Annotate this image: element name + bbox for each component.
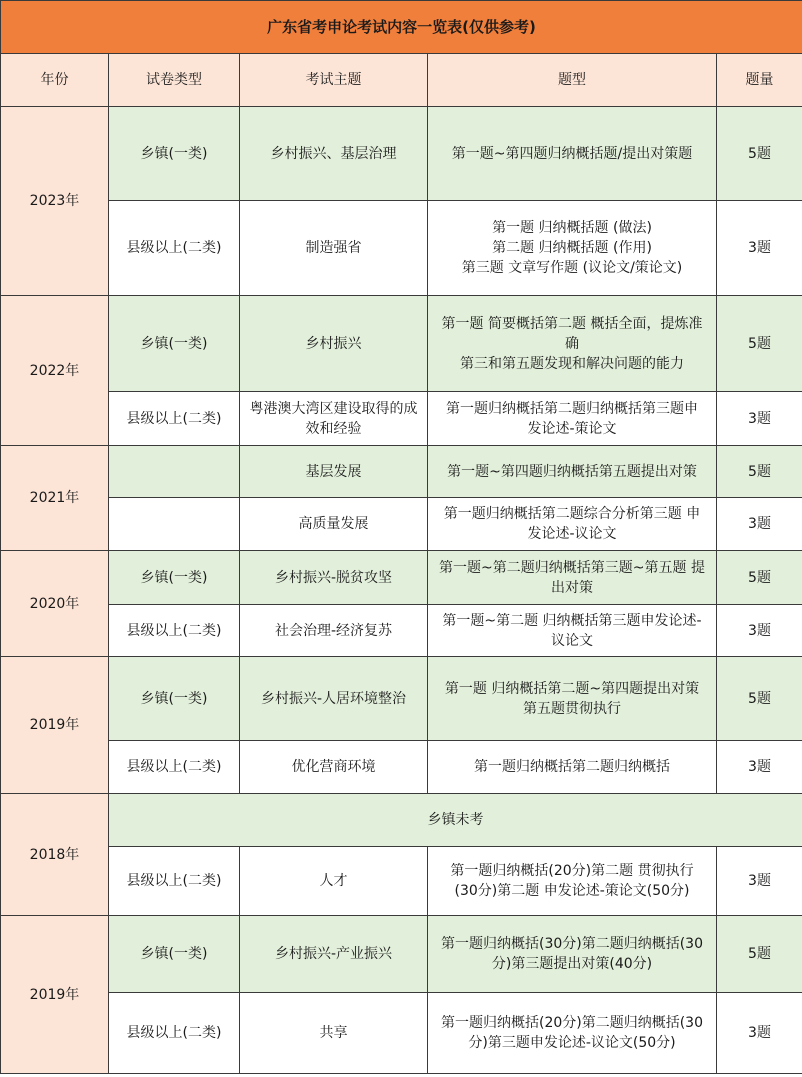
header-row [1, 54, 802, 107]
header-year: 年份 [1, 54, 109, 107]
table-row [1, 916, 802, 993]
table-row [1, 201, 802, 296]
theme-cell: 人才 [240, 847, 428, 916]
count-cell: 3题 [717, 392, 802, 446]
year-cell: 2020年 [1, 551, 109, 657]
question-types-cell: 第一题~第四题归纳概括题/提出对策题 [428, 107, 717, 201]
table-row [1, 446, 802, 498]
count-cell: 5题 [717, 657, 802, 741]
paper-type-cell: 乡镇(一类) [109, 296, 240, 392]
header-paper-type: 试卷类型 [109, 54, 240, 107]
table-row [1, 498, 802, 551]
question-types-cell: 第一题归纳概括(20分)第二题归纳概括(30 分)第三题申发论述-议论文(50分) [428, 993, 717, 1074]
paper-type-cell: 乡镇(一类) [109, 657, 240, 741]
header-question-types: 题型 [428, 54, 717, 107]
paper-type-cell: 乡镇(一类) [109, 916, 240, 993]
header-question-count: 题量 [717, 54, 802, 107]
paper-type-cell: 县级以上(二类) [109, 741, 240, 794]
theme-cell: 乡村振兴-产业振兴 [240, 916, 428, 993]
paper-type-cell: 县级以上(二类) [109, 605, 240, 657]
question-types-cell: 第一题 归纳概括题 (做法) 第二题 归纳概括题 (作用) 第三题 文章写作题 (议论文/策论文) [428, 201, 717, 296]
year-cell: 2021年 [1, 446, 109, 551]
year-cell: 2019年 [1, 916, 109, 1074]
header-exam-theme: 考试主题 [240, 54, 428, 107]
paper-type-cell [109, 498, 240, 551]
question-types-cell: 第一题归纳概括第二题归纳概括第三题申 发论述-策论文 [428, 392, 717, 446]
theme-cell: 高质量发展 [240, 498, 428, 551]
paper-type-cell: 县级以上(二类) [109, 993, 240, 1074]
paper-type-cell: 县级以上(二类) [109, 201, 240, 296]
year-cell: 2022年 [1, 296, 109, 446]
theme-cell: 乡村振兴、基层治理 [240, 107, 428, 201]
table-row [1, 993, 802, 1074]
count-cell: 3题 [717, 498, 802, 551]
table-row [1, 296, 802, 392]
count-cell: 3题 [717, 993, 802, 1074]
year-cell: 2018年 [1, 794, 109, 916]
table-title: 广东省考申论考试内容一览表(仅供参考) [1, 1, 802, 54]
paper-type-cell: 乡镇(一类) [109, 107, 240, 201]
year-cell: 2023年 [1, 107, 109, 296]
question-types-cell: 第一题 归纳概括第二题~第四题提出对策 第五题贯彻执行 [428, 657, 717, 741]
theme-cell: 粤港澳大湾区建设取得的成 效和经验 [240, 392, 428, 446]
theme-cell: 乡村振兴-人居环境整治 [240, 657, 428, 741]
question-types-cell: 第一题~第四题归纳概括第五题提出对策 [428, 446, 717, 498]
count-cell: 3题 [717, 201, 802, 296]
paper-type-cell: 乡镇(一类) [109, 551, 240, 605]
theme-cell: 基层发展 [240, 446, 428, 498]
count-cell: 3题 [717, 605, 802, 657]
table-row [1, 107, 802, 201]
theme-cell: 制造强省 [240, 201, 428, 296]
table-row [1, 657, 802, 741]
year-cell: 2019年 [1, 657, 109, 794]
count-cell: 3题 [717, 847, 802, 916]
question-types-cell: 第一题归纳概括第二题综合分析第三题 申 发论述-议论文 [428, 498, 717, 551]
count-cell: 3题 [717, 741, 802, 794]
paper-type-cell: 县级以上(二类) [109, 847, 240, 916]
question-types-cell: 第一题 简要概括第二题 概括全面，提炼准 确 第三和第五题发现和解决问题的能力 [428, 296, 717, 392]
table-row [1, 794, 802, 847]
count-cell: 5题 [717, 916, 802, 993]
count-cell: 5题 [717, 296, 802, 392]
paper-type-cell: 县级以上(二类) [109, 392, 240, 446]
count-cell: 5题 [717, 107, 802, 201]
table-row [1, 551, 802, 605]
theme-cell: 乡村振兴-脱贫攻坚 [240, 551, 428, 605]
table-row [1, 392, 802, 446]
theme-cell: 社会治理-经济复苏 [240, 605, 428, 657]
question-types-cell: 第一题~第二题归纳概括第三题~第五题 提 出对策 [428, 551, 717, 605]
theme-cell: 共享 [240, 993, 428, 1074]
question-types-cell: 第一题归纳概括(30分)第二题归纳概括(30 分)第三题提出对策(40分) [428, 916, 717, 993]
table-row [1, 741, 802, 794]
question-types-cell: 第一题~第二题 归纳概括第三题申发论述- 议论文 [428, 605, 717, 657]
theme-cell: 优化营商环境 [240, 741, 428, 794]
table-row [1, 847, 802, 916]
question-types-cell: 第一题归纳概括(20分)第二题 贯彻执行 (30分)第二题 申发论述-策论文(50分) [428, 847, 717, 916]
question-types-cell: 第一题归纳概括第二题归纳概括 [428, 741, 717, 794]
theme-cell: 乡村振兴 [240, 296, 428, 392]
count-cell: 5题 [717, 551, 802, 605]
table-row [1, 605, 802, 657]
not-tested-note: 乡镇未考 [109, 794, 802, 847]
count-cell: 5题 [717, 446, 802, 498]
paper-type-cell [109, 446, 240, 498]
